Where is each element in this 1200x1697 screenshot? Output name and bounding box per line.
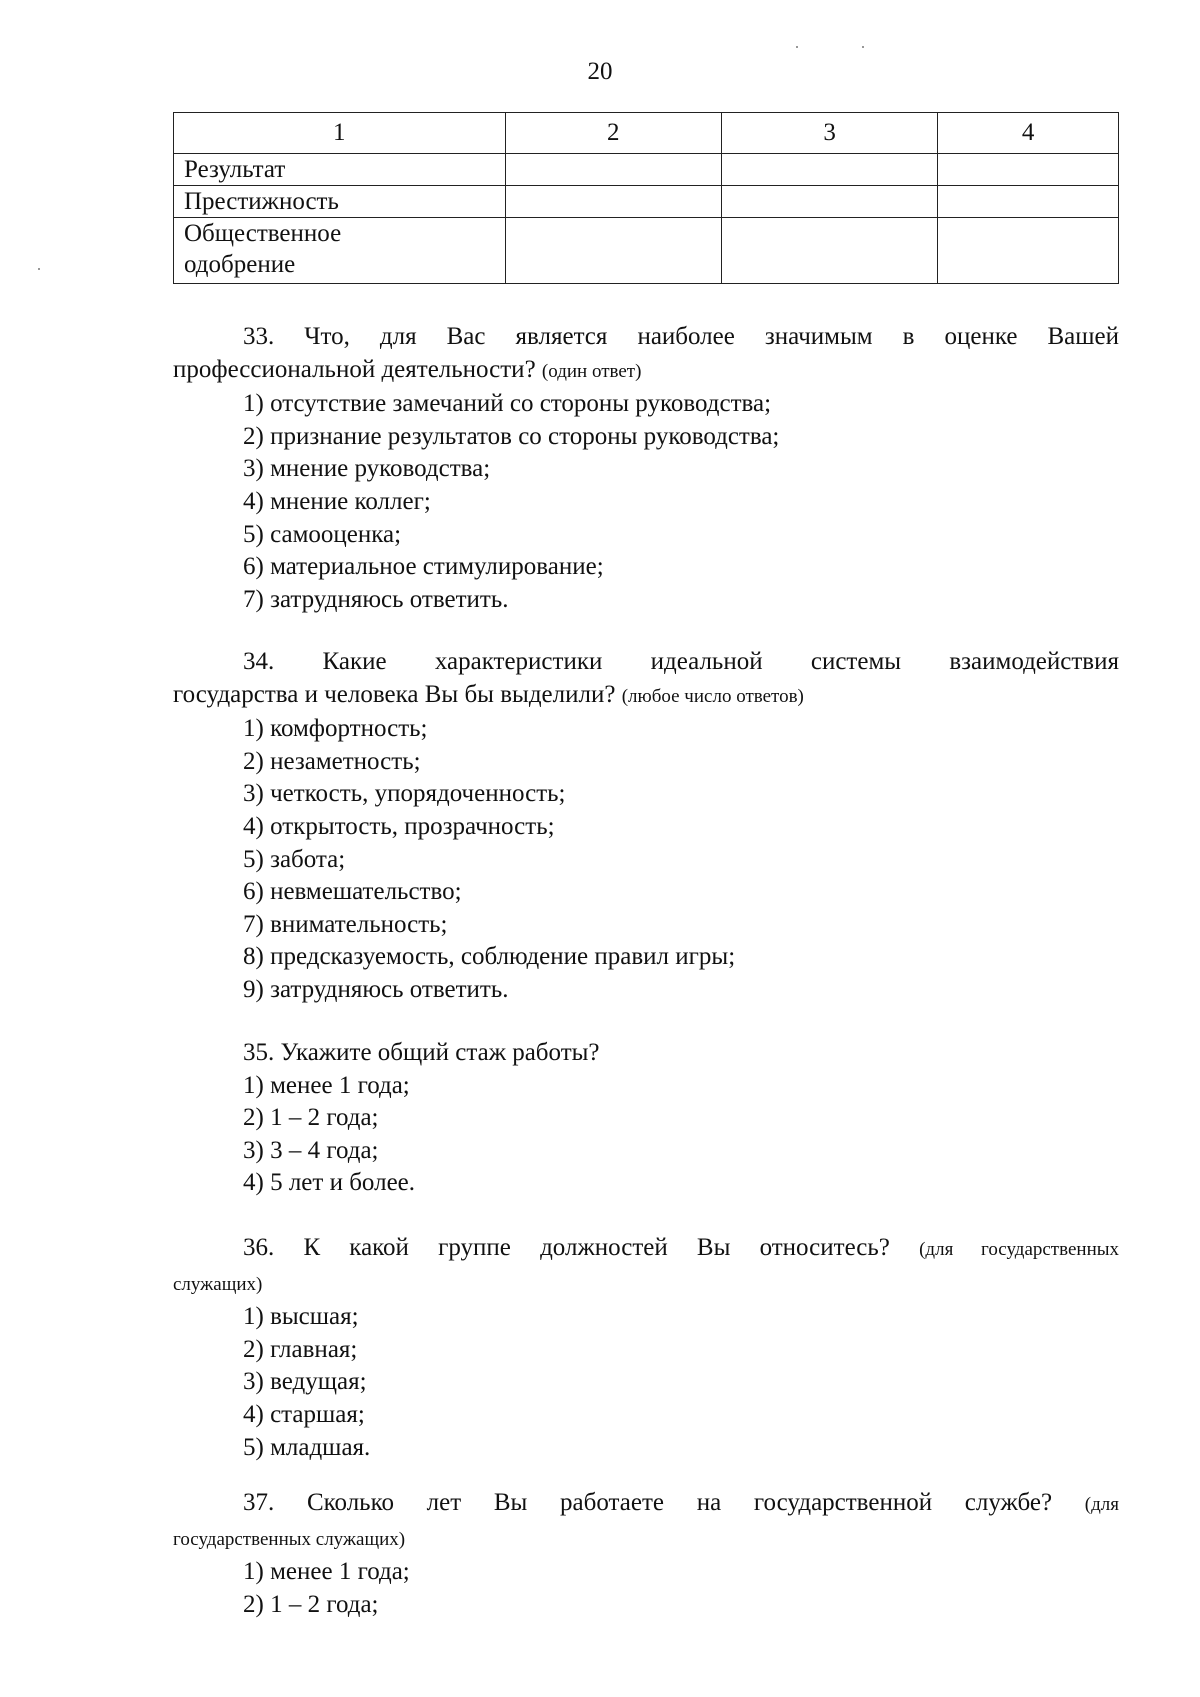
answer-option: 2) признание результатов со стороны руководства; [243, 422, 780, 450]
row-label: Общественное одобрение [174, 218, 506, 284]
answer-option: 4) мнение коллег; [243, 487, 431, 515]
answer-option: 6) материальное стимулирование; [243, 553, 604, 581]
table-cell [721, 154, 937, 186]
answer-note: (один ответ) [541, 360, 642, 382]
answer-option: 5) забота; [243, 845, 346, 873]
question-35 [173, 1037, 1119, 1200]
question-37 [173, 1487, 1119, 1621]
answer-option: 1) комфортность; [243, 715, 428, 743]
table-cell [938, 154, 1119, 186]
answer-option: 5) младшая. [243, 1433, 371, 1461]
answer-option: 3) ведущая; [243, 1368, 367, 1396]
question-line-2: профессиональной деятельности? [173, 355, 536, 383]
table-row [174, 218, 1119, 284]
column-header: 1 [174, 113, 506, 154]
answer-option: 4) открытость, прозрачность; [243, 812, 555, 840]
table-row [174, 154, 1119, 186]
rating-table [173, 112, 1119, 284]
answer-note: (для государственных [919, 1239, 1120, 1260]
table-row [174, 186, 1119, 218]
question-line-2: государственных служащих) [173, 1528, 406, 1550]
answer-option: 3) 3 – 4 года; [243, 1136, 379, 1164]
row-label: Престижность [174, 186, 506, 218]
answer-option: 4) старшая; [243, 1400, 365, 1428]
answer-option: 1) менее 1 года; [243, 1558, 410, 1586]
answer-option: 2) 1 – 2 года; [243, 1590, 379, 1618]
question-34 [173, 646, 1119, 1007]
question-36 [173, 1232, 1119, 1464]
table-header-row [174, 113, 1119, 154]
answer-option: 2) незаметность; [243, 747, 421, 775]
question-text [173, 1487, 1119, 1556]
answer-option: 8) предсказуемость, соблюдение правил игры; [243, 943, 736, 971]
column-header: 4 [938, 113, 1119, 154]
answer-option: 7) затрудняюсь ответить. [243, 585, 509, 613]
answer-option: 9) затрудняюсь ответить. [243, 975, 509, 1003]
question-text [173, 1232, 1119, 1301]
answer-note: (для [1084, 1494, 1119, 1515]
table-cell [721, 218, 937, 284]
question-text [173, 646, 1119, 713]
question-line-2: государства и человека Вы бы выделили? [173, 680, 616, 708]
answer-option: 4) 5 лет и более. [243, 1169, 416, 1197]
column-header: 3 [721, 113, 937, 154]
table-cell [505, 154, 721, 186]
question-text [173, 321, 1119, 388]
question-line-1-text: 37. Сколько лет Вы работаете на государственной службе? [243, 1489, 1053, 1516]
answer-option: 3) четкость, упорядоченность; [243, 780, 566, 808]
answer-note: (любое число ответов) [621, 685, 804, 707]
question-line-1 [173, 1232, 1119, 1267]
question-line-1-text: 36. К какой группе должностей Вы относитесь? [243, 1234, 890, 1261]
scan-speck [796, 46, 798, 48]
question-line-1: 33. Что, для Вас является наиболее значимым в оценке Вашей [243, 323, 1119, 350]
question-line-1: 35. Укажите общий стаж работы? [243, 1039, 600, 1066]
table-cell [721, 186, 937, 218]
answer-option: 6) невмешательство; [243, 878, 462, 906]
column-header: 2 [505, 113, 721, 154]
row-label: Результат [174, 154, 506, 186]
scan-speck [862, 46, 864, 48]
answer-option: 1) менее 1 года; [243, 1071, 410, 1099]
question-line-1: 34. Какие характеристики идеальной системы взаимодействия [243, 648, 1119, 675]
table-cell [505, 218, 721, 284]
answer-option: 2) 1 – 2 года; [243, 1104, 379, 1132]
question-line-2: служащих) [173, 1273, 263, 1295]
answer-option: 1) высшая; [243, 1303, 359, 1331]
answer-option: 7) внимательность; [243, 910, 448, 938]
answer-option: 5) самооценка; [243, 520, 402, 548]
question-33 [173, 321, 1119, 616]
page-number: 20 [587, 58, 613, 85]
scan-speck [38, 268, 40, 270]
answer-option: 1) отсутствие замечаний со стороны руководства; [243, 390, 772, 418]
table-cell [938, 186, 1119, 218]
question-line-1 [173, 1487, 1119, 1522]
answer-option: 3) мнение руководства; [243, 455, 491, 483]
answer-option: 2) главная; [243, 1335, 358, 1363]
table-cell [938, 218, 1119, 284]
table-cell [505, 186, 721, 218]
